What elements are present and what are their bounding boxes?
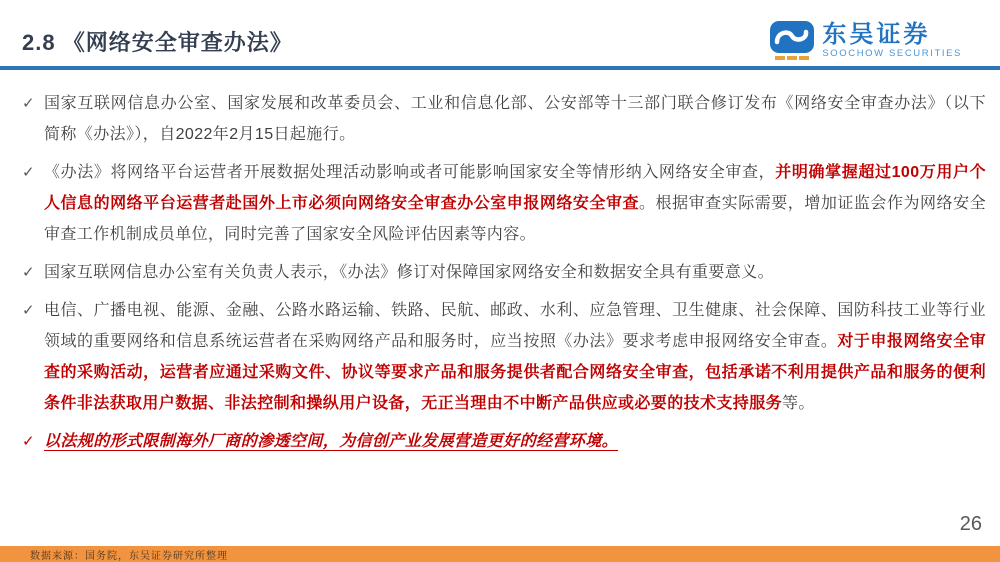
- bullet-text-segment: 国家互联网信息办公室有关负责人表示，《办法》修订对保障国家网络安全和数据安全具有重要意义。: [44, 264, 775, 281]
- bullet-item: [22, 88, 986, 150]
- bullet-item: [22, 426, 986, 457]
- bullet-text: [44, 257, 986, 288]
- page-title: 2.8 《网络安全审查办法》: [22, 30, 293, 55]
- bullet-item: [22, 157, 986, 250]
- bullet-text-segment: 电信、广播电视、能源、金融、公路水路运输、铁路、民航、邮政、水利、应急管理、卫生健康、社会保障、国防科技工业等行业领域的重要网络和信息系统运营者在采购网络产品和服务时，应当按照《办法》要求考虑申报网络安全审查。: [44, 302, 986, 350]
- checkmark-icon: ✓: [22, 164, 35, 181]
- bullet-text: [44, 157, 986, 250]
- soochow-securities-logo: [769, 20, 962, 62]
- checkmark-icon: ✓: [22, 433, 35, 450]
- bullet-text: [44, 295, 986, 419]
- bullet-text: [44, 426, 986, 457]
- bullet-item: [22, 295, 986, 419]
- footer-bar: [0, 546, 1000, 562]
- bullet-text-segment: 等。: [782, 395, 815, 412]
- footer-source-text: 数据来源：国务院，东吴证券研究所整理: [30, 550, 228, 562]
- logo-text: [822, 20, 962, 60]
- checkmark-icon: ✓: [22, 302, 35, 319]
- logo-name-cn: 东吴证券: [822, 21, 931, 48]
- bullet-text-segment: 以法规的形式限制海外厂商的渗透空间，为信创产业发展营造更好的经营环境。: [44, 433, 619, 450]
- bullet-text-segment: 。根据审查实际需要，增加证监会作为网络安全审查工作机制成员单位，同时完善了国家安全风险评估因素等内容。: [44, 195, 986, 243]
- checkmark-icon: ✓: [22, 264, 35, 281]
- bullet-item: [22, 257, 986, 288]
- bullet-text-segment: 国家互联网信息办公室、国家发展和改革委员会、工业和信息化部、公安部等十三部门联合修订发布《网络安全审查办法》（以下简称《办法》），自2022年2月15日起施行。: [44, 95, 986, 143]
- bullet-text-segment: 对于申报网络安全审查的采购活动，运营者应通过采购文件、协议等要求产品和服务提供者配合网络安全审查，包括承诺不利用提供产品和服务的便利条件非法获取用户数据、非法控制和操纵用户设备，无正当理由不中断产品供应或必要的技术支持服务: [44, 333, 987, 412]
- checkmark-icon: ✓: [22, 95, 35, 112]
- header-divider: [0, 66, 1000, 70]
- logo-name-en: SOOCHOW SECURITIES: [822, 48, 962, 59]
- bullet-text: [44, 88, 986, 150]
- bullet-text-segment: 并明确掌握超过100万用户个人信息的网络平台运营者赴国外上市必须向网络安全审查办公室申报网络安全审查: [44, 164, 986, 212]
- bullet-list: [22, 88, 986, 464]
- page-number: 26: [959, 513, 982, 535]
- soochow-logo-emblem-icon: [769, 20, 815, 62]
- bullet-text-segment: 《办法》将网络平台运营者开展数据处理活动影响或者可能影响国家安全等情形纳入网络安全审查，: [44, 164, 776, 181]
